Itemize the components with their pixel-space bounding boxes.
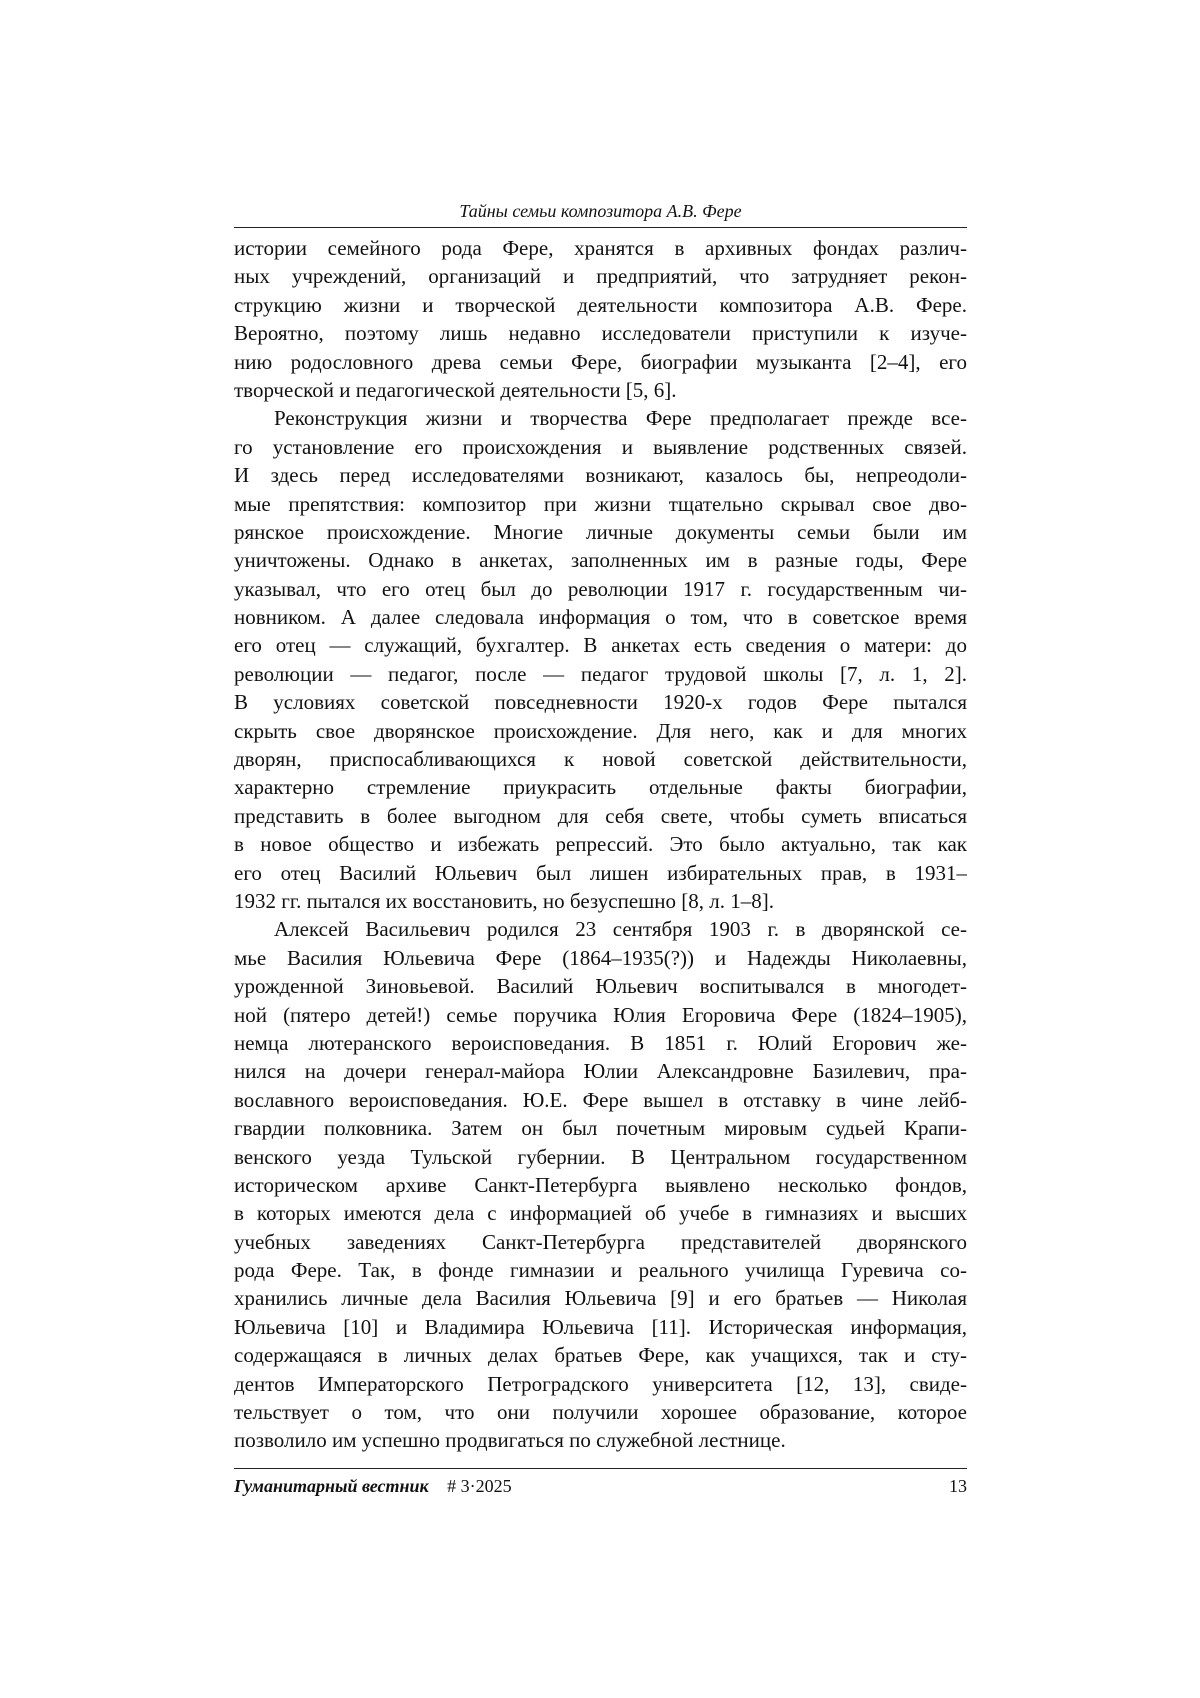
text-line: ных учреждений, организаций и предприятий, что затрудняет рекон- bbox=[234, 264, 967, 289]
paragraph-1 bbox=[234, 234, 967, 404]
text-line: его отец Василий Юльевич был лишен избирательных прав, в 1931– bbox=[234, 860, 967, 885]
text-line: истории семейного рода Фере, хранятся в архивных фондах различ- bbox=[234, 236, 967, 260]
text-line: мье Василия Юльевича Фере (1864–1935(?)) и Надежды Николаевны, bbox=[234, 945, 967, 970]
text-line: нию родословного древа семьи Фере, биографии музыканта [2–4], его bbox=[234, 349, 967, 374]
text-line: характерно стремление приукрасить отдельные факты биографии, bbox=[234, 775, 967, 800]
paragraph-3 bbox=[234, 915, 967, 1454]
text-line: рянское происхождение. Многие личные документы семьи были им bbox=[234, 519, 967, 544]
text-line: Алексей Васильевич родился 23 сентября 1903 г. в дворянской се- bbox=[274, 917, 967, 942]
text-line: Вероятно, поэтому лишь недавно исследователи приступили к изуче- bbox=[234, 321, 967, 346]
text-line: историческом архиве Санкт-Петербурга выявлено несколько фондов, bbox=[234, 1172, 967, 1197]
text-line: скрыть свое дворянское происхождение. Для него, как и для многих bbox=[234, 718, 967, 743]
text-line: мые препятствия: композитор при жизни тщательно скрывал свое дво- bbox=[234, 491, 967, 516]
text-line: дентов Императорского Петроградского университета [12, 13], свиде- bbox=[234, 1371, 967, 1396]
text-line: немца лютеранского вероисповедания. В 1851 г. Юлий Егорович же- bbox=[234, 1030, 967, 1055]
issue-number: # 3·2025 bbox=[447, 1476, 512, 1496]
text-line: новником. А далее следовала информация о том, что в советское время bbox=[234, 605, 967, 630]
text-line: в новое общество и избежать репрессий. Это было актуально, так как bbox=[234, 832, 967, 857]
text-line: позволило им успешно продвигаться по служебной лестнице. bbox=[234, 1428, 786, 1453]
article-body bbox=[234, 234, 967, 1455]
text-line: тельствует о том, что они получили хорошее образование, которое bbox=[234, 1400, 967, 1425]
text-line: содержащаяся в личных делах братьев Фере, как учащихся, так и сту- bbox=[234, 1343, 967, 1368]
text-line: 1932 гг. пытался их восстановить, но безуспешно [8, л. 1–8]. bbox=[234, 888, 775, 913]
text-line: рода Фере. Так, в фонде гимназии и реального училища Гуревича со- bbox=[234, 1258, 967, 1283]
text-line: В условиях советской повседневности 1920-х годов Фере пытался bbox=[234, 690, 967, 715]
text-line: Реконструкция жизни и творчества Фере предполагает прежде все- bbox=[274, 406, 967, 431]
text-line: хранились личные дела Василия Юльевича [9] и его братьев — Николая bbox=[234, 1286, 967, 1311]
page-footer bbox=[234, 1468, 967, 1504]
text-line: Юльевича [10] и Владимира Юльевича [11]. Историческая информация, bbox=[234, 1314, 967, 1339]
text-line: дворян, приспосабливающихся к новой советской действительности, bbox=[234, 747, 967, 772]
text-line: гвардии полковника. Затем он был почетным мировым судьей Крапи- bbox=[234, 1116, 967, 1141]
text-line: революции — педагог, после — педагог трудовой школы [7, л. 1, 2]. bbox=[234, 661, 967, 686]
text-line: уничтожены. Однако в анкетах, заполненных им в разные годы, Фере bbox=[234, 548, 967, 573]
text-line: струкцию жизни и творческой деятельности композитора А.В. Фере. bbox=[234, 292, 967, 317]
text-line: И здесь перед исследователями возникают, казалось бы, непреодоли- bbox=[234, 463, 967, 488]
text-line: го установление его происхождения и выявление родственных связей. bbox=[234, 434, 967, 459]
journal-title: Гуманитарный вестник bbox=[234, 1476, 429, 1496]
text-line: в которых имеются дела с информацией об учебе в гимназиях и высших bbox=[234, 1201, 967, 1226]
text-line: ной (пятеро детей!) семье поручика Юлия Егоровича Фере (1824–1905), bbox=[234, 1002, 967, 1027]
text-line: творческой и педагогической деятельности [5, 6]. bbox=[234, 377, 677, 402]
running-title: Тайны семьи композитора А.В. Фере bbox=[234, 200, 967, 228]
text-line: нился на дочери генерал-майора Юлии Александровне Базилевич, пра- bbox=[234, 1059, 967, 1084]
page-number: 13 bbox=[949, 1476, 967, 1496]
text-line: его отец — служащий, бухгалтер. В анкетах есть сведения о матери: до bbox=[234, 633, 967, 658]
text-line: урожденной Зиновьевой. Василий Юльевич воспитывался в многодет- bbox=[234, 974, 967, 999]
text-line: учебных заведениях Санкт-Петербурга представителей дворянского bbox=[234, 1229, 967, 1254]
journal-page bbox=[234, 200, 967, 1530]
text-line: указывал, что его отец был до революции 1917 г. государственным чи- bbox=[234, 576, 967, 601]
paragraph-2 bbox=[234, 404, 967, 915]
text-line: венского уезда Тульской губернии. В Центральном государственном bbox=[234, 1144, 967, 1169]
text-line: вославного вероисповедания. Ю.Е. Фере вышел в отставку в чине лейб- bbox=[234, 1087, 967, 1112]
text-line: представить в более выгодном для себя свете, чтобы суметь вписаться bbox=[234, 803, 967, 828]
